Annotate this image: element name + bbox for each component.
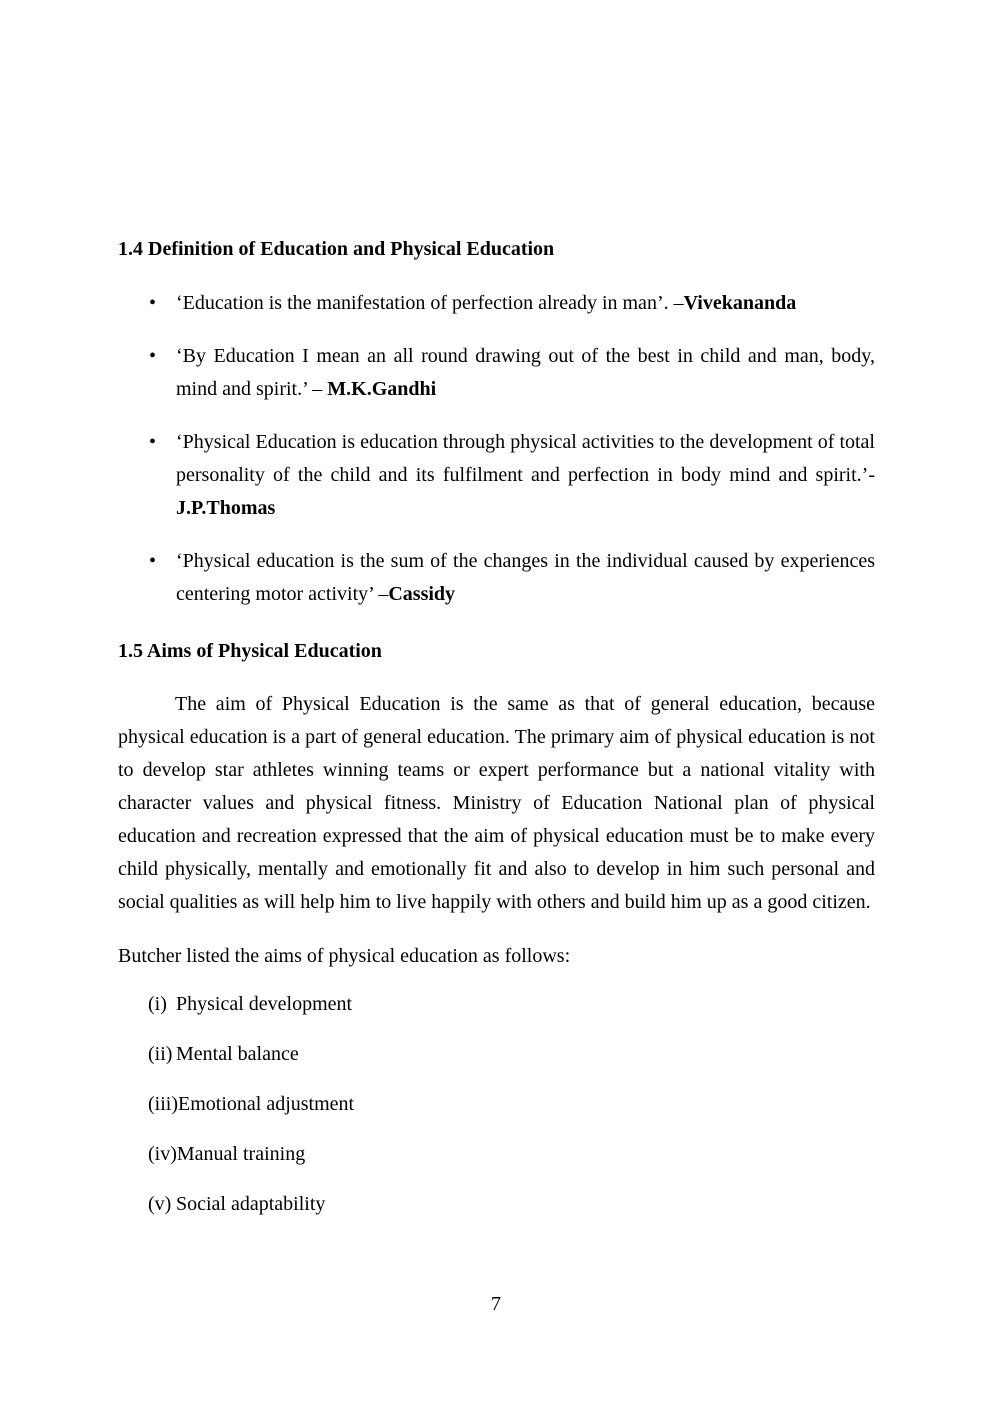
quote-text: ‘Education is the manifestation of perfection already in man’. – [176, 292, 684, 314]
aim-label: Mental balance [176, 1043, 299, 1065]
quote-text: ‘By Education I mean an all round drawing out of the best in child and man, body, mind and spirit.’ – [176, 345, 875, 400]
section-heading-1-5: 1.5 Aims of Physical Education [118, 640, 382, 662]
quote-author: Cassidy [388, 583, 456, 605]
definition-quotes-list [118, 287, 875, 611]
quote-item-gandhi [118, 340, 875, 406]
aim-item-social-adaptability [148, 1188, 875, 1221]
aim-label: Emotional adjustment [178, 1093, 355, 1115]
aim-marker: (v) [148, 1193, 172, 1215]
aim-item-physical-development [148, 988, 875, 1021]
quote-item-cassidy [118, 545, 875, 611]
aims-paragraph: The aim of Physical Education is the same as that of general education, because physical education is a part of general education. The primary aim of physical education is not to develop star athletes winning teams or expert performance but a national vitality with character values and physical fitness. Ministry of Education National plan of physical education and recreation expressed that the aim of physical education must be to make every child physically, mentally and emotionally fit and also to develop in him such personal and social qualities as will help him to live happily with others and build him up as a good citizen. [118, 693, 875, 913]
aim-marker: (i) [148, 993, 167, 1015]
aim-label: Physical development [176, 993, 353, 1015]
quote-text: ‘Physical Education is education through physical activities to the development of total personality of the child and its fulfilment and perfection in body mind and spirit.’- [176, 431, 875, 486]
quote-author: J.P.Thomas [176, 497, 276, 519]
quote-author: Vivekananda [683, 292, 797, 314]
aim-item-emotional-adjustment [148, 1088, 875, 1121]
section-heading-1-4: 1.4 Definition of Education and Physical Education [118, 238, 555, 260]
aims-list [118, 988, 875, 1221]
aim-label: Manual training [176, 1143, 306, 1165]
aim-label: Social adaptability [176, 1193, 326, 1215]
page-number: 7 [491, 1293, 501, 1315]
aim-marker: (ii) [148, 1043, 173, 1065]
quote-item-vivekananda [118, 287, 875, 320]
aim-marker: (iii) [148, 1093, 178, 1115]
quote-item-thomas [118, 426, 875, 525]
quote-author: M.K.Gandhi [327, 378, 437, 400]
quote-text: ‘Physical education is the sum of the changes in the individual caused by experiences centering motor activity’ – [176, 550, 875, 605]
aim-marker: (iv) [148, 1143, 177, 1165]
aim-item-mental-balance [148, 1038, 875, 1071]
aim-item-manual-training [148, 1138, 875, 1171]
butcher-intro-line: Butcher listed the aims of physical education as follows: [118, 945, 571, 967]
